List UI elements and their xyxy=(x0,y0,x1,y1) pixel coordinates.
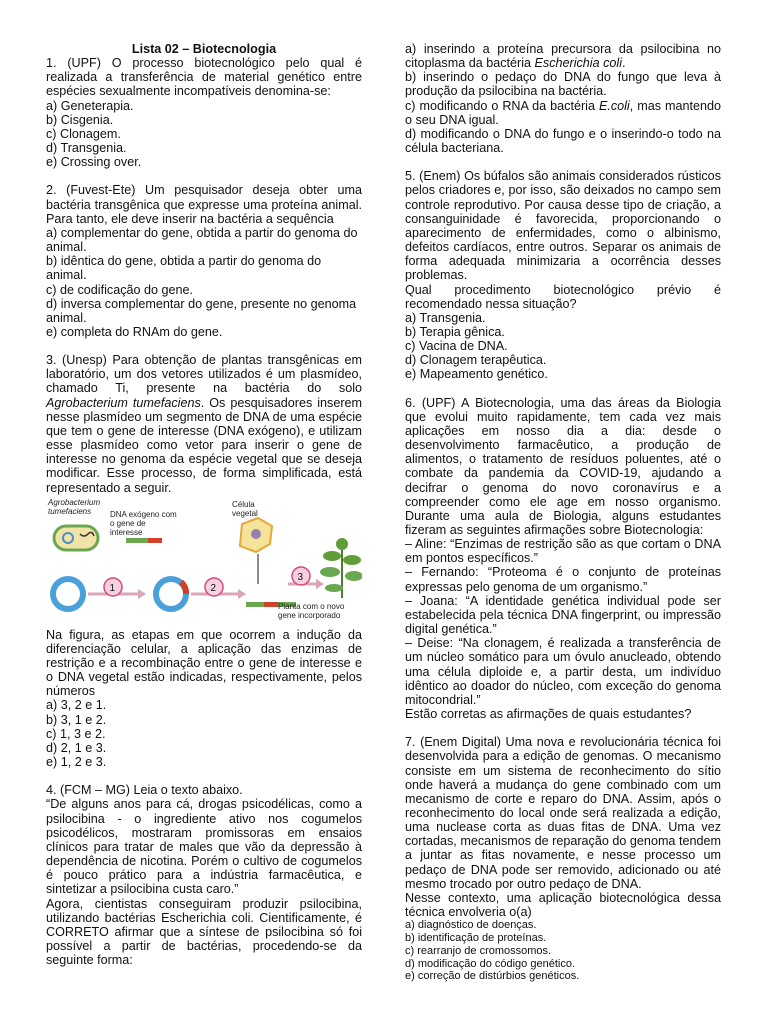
question-2-option-d: d) inversa complementar do gene, presente no genoma animal. xyxy=(46,296,357,325)
question-1-text: 1. (UPF) O processo biotecnológico pelo qual é realizada a transferência de material genético entre espécies sexualmente incompatíveis denomina-se: xyxy=(46,56,362,99)
question-5-option-a: a) Transgenia. xyxy=(405,310,486,325)
question-7-option-c: c) rearranjo de cromossomos. xyxy=(405,944,552,957)
question-2-text: 2. (Fuvest-Ete) Um pesquisador deseja obter uma bactéria transgênica que expresse uma proteína animal. Para tanto, ele deve inserir na bactéria a sequência xyxy=(46,183,362,226)
question-4-option-b: b) inserindo o pedaço do DNA do fungo que leva à produção da psilocibina na bactéria. xyxy=(405,70,721,99)
question-2-option-e: e) completa do RNAm do gene. xyxy=(46,324,223,339)
question-3-option-a: a) 3, 2 e 1. xyxy=(46,698,107,713)
question-5-option-e: e) Mapeamento genético. xyxy=(405,367,548,382)
cell-label: Célula vegetal xyxy=(232,499,258,518)
question-7-option-e: e) correção de distúrbios genéticos. xyxy=(405,970,580,983)
step-1-label: 1 xyxy=(109,582,116,594)
step-2-label: 2 xyxy=(210,582,217,594)
question-2-option-a: a) complementar do gene, obtida a partir do genoma do animal. xyxy=(46,225,358,255)
question-1-option-b: b) Cisgenia. xyxy=(46,112,114,127)
question-2-option-b: b) idêntica do gene, obtida a partir do genoma do animal. xyxy=(46,254,322,283)
question-4-option-d: d) modificando o DNA do fungo e o inserindo-o todo na célula bacteriana. xyxy=(405,126,721,156)
question-5-option-c: c) Vacina de DNA. xyxy=(405,339,508,354)
question-1-option-d: d) Transgenia. xyxy=(46,141,127,156)
question-1-option-e: e) Crossing over. xyxy=(46,155,142,170)
bacterium-label: Agrobacterium tumefaciens xyxy=(48,497,101,516)
question-3-option-b: b) 3, 1 e 2. xyxy=(46,712,107,727)
question-7-option-b: b) identificação de proteínas. xyxy=(405,932,547,945)
question-6-question: Estão corretas as afirmações de quais estudantes? xyxy=(405,707,692,722)
question-4-intro: 4. (FCM – MG) Leia o texto abaixo. xyxy=(46,783,243,798)
question-5-text: 5. (Enem) Os búfalos são animais considerados rústicos pelos criadores e, por isso, são deixados no campo sem controle reprodutivo. Por causa desse tipo de criação, a consanguinidade é favorecida, proporcionando o aparecimento de enfermidades, como o albinismo, defeitos cardíacos, entre outros. Separar os animais de forma adequada minimizaria a ocorrência desses problemas. xyxy=(405,169,721,283)
bacterium-icon xyxy=(54,526,98,550)
question-3-text: 3. (Unesp) Para obtenção de plantas transgênicas em laboratório, um dos vetores utilizados é um plasmídeo, chamado Ti, presente na bactéria do solo Agrobacterium tumefaciens. Os pesquisadores inserem nesse plasmídeo um segmento de DNA de uma espécie que tem o gene de interesse (DNA exógeno), e utilizam esse plasmídeo como vetor para inserir o gene de interesse no genoma da espécie vegetal que se deseja modificar. Esse processo, de forma simplificada, está representado a seguir. xyxy=(46,353,363,495)
question-1-option-a: a) Geneterapia. xyxy=(46,98,134,113)
question-5-question: Qual procedimento biotecnológico prévio é recomendado nessa situação? xyxy=(405,282,721,311)
question-7-text: 7. (Enem Digital) Uma nova e revolucionária técnica foi desenvolvida para a edição de genomas. O mecanismo consiste em um sistema de reconhecimento do sítio onde haverá a mudança do gene combinado com um mecanismo de corte e reparo do DNA. Assim, após o reconhecimento do local onde será realizada a edição, uma nuclease corta as duas fitas de DNA. Uma vez cortadas, mecanismos de reparação do genoma tendem a juntar as fitas novamente, e nesse processo um pedaço de DNA pode ser removido, adicionado ou até mesmo trocado por outro pedaço de DNA. xyxy=(405,735,721,891)
question-4-quote: “De alguns anos para cá, drogas psicodélicas, como a psilocibina - o ingrediente ativo nos cogumelos psicodélicos, mostraram promissoras em ensaios clínicos para tratar de males que vão da depressão à dependência de nicotina. Porém o cultivo de cogumelos é pouco prático para a indústria farmacêutica, e sintetizar a psilocibina custa caro.” xyxy=(46,797,362,897)
question-3-question: Na figura, as etapas em que ocorrem a indução da diferenciação celular, a aplicação das enzimas de restrição e a recombinação entre o gene de interesse e o DNA vegetal estão indicadas, respectivamente, pelos números xyxy=(46,627,362,699)
transgenic-process-figure xyxy=(46,498,362,624)
question-6-statement-deise: – Deise: “Na clonagem, é realizada a transferência de um núcleo somático para um óvulo anucleado, obtendo uma célula diploide e, a partir desta, um indivíduo idêntico ao doador do núcleo, com exceção do genoma mitocondrial.” xyxy=(405,636,721,707)
question-6-statement-fernando: – Fernando: “Proteoma é o conjunto de proteínas expressas pelo genoma de um organismo.” xyxy=(405,565,721,594)
question-3-option-c: c) 1, 3 e 2. xyxy=(46,726,106,741)
question-6-statement-joana: – Joana: “A identidade genética individual pode ser estabelecida pela técnica DNA fingerprint, ou impressão digital genética.” xyxy=(405,593,721,637)
species-name: Agrobacterium tumefaciens xyxy=(46,395,201,410)
question-5-option-b: b) Terapia gênica. xyxy=(405,324,505,339)
right-column xyxy=(405,42,721,983)
question-7-option-a: a) diagnóstico de doenças. xyxy=(405,919,537,932)
plant-cell-icon xyxy=(240,518,272,552)
question-1-option-c: c) Clonagem. xyxy=(46,126,121,141)
question-3-option-e: e) 1, 2 e 3. xyxy=(46,755,107,770)
dna-fragment-icon xyxy=(126,538,162,543)
question-6-text: 6. (UPF) A Biotecnologia, uma das áreas da Biologia que evolui muito rapidamente, tem cada vez mais aplicações em nosso dia a dia: desde o desenvolvimento farmacêutico, a produção de alimentos, o tratamento de resíduos poluentes, até o combate da pandemia da COVID-19, ajudando a decifrar o genoma do novo coronavírus e a compreender como ele age em nosso organismo. Durante uma aula de Biologia, alguns estudantes fizeram as seguintes afirmações sobre Biotecnologia: xyxy=(405,395,721,537)
step-3-label: 3 xyxy=(297,571,304,583)
page-title: Lista 02 – Biotecnologia xyxy=(131,42,277,56)
plasmid-icon xyxy=(53,579,83,609)
question-7-option-d: d) modificação do código genético. xyxy=(405,957,575,970)
question-2-option-c: c) de codificação do gene. xyxy=(46,282,194,297)
question-7-question: Nesse contexto, uma aplicação biotecnológica dessa técnica envolveria o(a) xyxy=(405,890,721,920)
recombinant-plasmid-icon xyxy=(156,579,186,609)
question-4-text: Agora, cientistas conseguiram produzir psilocibina, utilizando bactérias Escherichia coli. Cientificamente, é CORRETO afirmar que a síntese de psilocibina só foi possível a partir de bactérias, procedendo-se da seguinte forma: xyxy=(46,896,362,968)
question-3-option-d: d) 2, 1 e 3. xyxy=(46,740,107,755)
question-4-option-c: c) modificando o RNA da bactéria E.coli, mas mantendo o seu DNA igual. xyxy=(405,98,721,127)
plant-icon xyxy=(320,538,362,598)
question-6-statement-aline: – Aline: “Enzimas de restrição são as que cortam o DNA em pontos específicos.” xyxy=(405,537,721,566)
left-column xyxy=(46,42,362,967)
plant-label: Planta com o novo gene incorporado xyxy=(278,601,345,620)
question-4-option-a: a) inserindo a proteína precursora da psilocibina no citoplasma da bactéria Escherichia coli. xyxy=(405,42,721,71)
question-5-option-d: d) Clonagem terapêutica. xyxy=(405,353,547,368)
dna-label: DNA exógeno com o gene de interesse xyxy=(110,509,177,537)
